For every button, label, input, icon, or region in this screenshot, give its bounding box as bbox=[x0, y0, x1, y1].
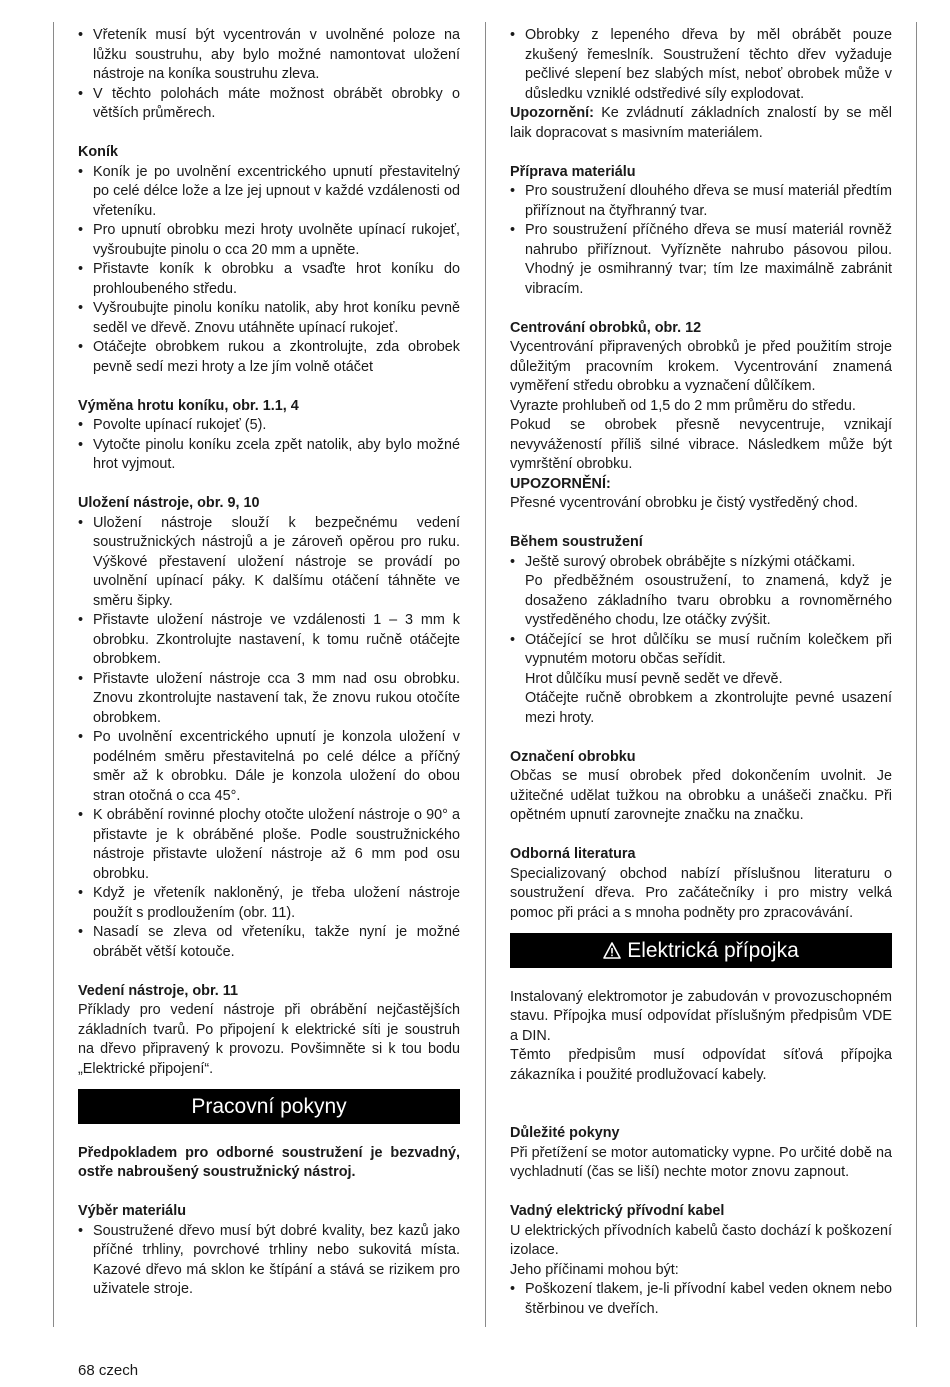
top-list bbox=[510, 26, 892, 104]
list-item bbox=[510, 631, 892, 729]
list-item: • Obrobky z lepeného dřeva by měl obrábět pouze zkušený řemeslník. Soustružení těchto dřev vyžaduje pečlivé slepení bez slabých míst, neboť obrobek může v důsledku vzniklé odstředivé síly explodovat. bbox=[510, 26, 892, 104]
list-item: • Vřeteník musí být vycentrován v uvolněné poloze na lůžku soustruhu, aby bylo možné namontovat uložení nástroje na koníka soustruhu zleva. bbox=[78, 26, 460, 85]
column-rule-left bbox=[53, 22, 54, 1327]
vedeni-paragraph: Příklady pro vedení nástroje při obrábění nejčastějších základních tvarů. Po připojení k elektrické síti je soustruh na dřevo připravený k provozu. Povšimněte si k tou bodu „Elektrické připojení“. bbox=[78, 1002, 460, 1077]
vadny-p1: U elektrických přívodních kabelů často dochází k poškození izolace. bbox=[510, 1222, 892, 1258]
odborna-paragraph: Specializovaný obchod nabízí příslušnou literaturu o soustružení dřeva. Pro začátečníky i pro mistry velká pomoc při práci a s mnoha podněty pro zpracovávání. bbox=[510, 865, 892, 921]
centrovani-p1: Vycentrování připravených obrobků je před použitím stroje důležitým pracovním krokem. Vycentrování znamená vyměření středu obrobku a vyznačení důlčíkem. bbox=[510, 339, 892, 394]
list-item: • Pro upnutí obrobku mezi hroty uvolněte upínací rukojeť, vyšroubujte pinolu o cca 20 mm a upněte. bbox=[78, 221, 460, 260]
upozorneni-text: Ke zvládnutí základních znalostí by se měl laik dopracovat s masivním materiálem. bbox=[510, 105, 892, 141]
list-item: • Když je vřeteník nakloněný, je třeba uložení nástroje použít s prodloužením (obr. 11). bbox=[78, 884, 460, 923]
right-column bbox=[510, 26, 892, 1319]
list-item: • Pro soustružení dlouhého dřeva se musí materiál předtím přiříznout na čtyřhranný tvar. bbox=[510, 182, 892, 221]
left-column bbox=[78, 26, 460, 1300]
column-rule-middle bbox=[485, 22, 486, 1327]
list-item: • Povolte upínací rukojeť (5). bbox=[78, 416, 460, 436]
elektricka-p1: Instalovaný elektromotor je zabudován v provozuschopném stavu. Přípojka musí odpovídat příslušným předpisům VDE a DIN. bbox=[510, 988, 892, 1044]
list-item: • K obrábění rovinné plochy otočte uložení nástroje o 90° a přistavte je k obráběné ploše. Podle soustružnického nástroje přistavte uložení nástroje až 6 mm pod osu obrobku. bbox=[78, 806, 460, 884]
section-heading-dulezite: Důležité pokyny bbox=[510, 1125, 620, 1141]
list-item: • Soustružené dřevo musí být dobré kvality, bez kazů jako příčné trhliny, povrchové trhliny nebo sukovitá místa. Kazové dřevo má sklon ke štípání a stává se rizikem pro uživatele stroje. bbox=[78, 1222, 460, 1300]
list-item: • Poškození tlakem, je-li přívodní kabel veden oknem nebo štěrbinou ve dveřích. bbox=[510, 1280, 892, 1319]
vadny-list bbox=[510, 1280, 892, 1319]
column-rule-right bbox=[916, 22, 917, 1327]
section-heading-oznaceni: Označení obrobku bbox=[510, 748, 636, 765]
list-item-text: Ještě surový obrobek obrábějte s nízkými otáčkami. bbox=[525, 553, 856, 570]
section-bar-pracovni-pokyny bbox=[78, 1089, 460, 1124]
section-heading-vedeni: Vedení nástroje, obr. 11 bbox=[78, 982, 238, 999]
vymena-list bbox=[78, 416, 460, 475]
konik-list bbox=[78, 163, 460, 378]
section-heading-priprava: Příprava materiálu bbox=[510, 163, 636, 180]
section-heading-odborna: Odborná literatura bbox=[510, 846, 636, 862]
priprava-list bbox=[510, 182, 892, 299]
dulezite-paragraph: Při přetížení se motor automaticky vypne. Po určité době na vychladnutí (čas se liší) nechte motor znovu zapnout. bbox=[510, 1144, 892, 1180]
list-item: • Koník je po uvolnění excentrického upnutí přestavitelný po celé délce lože a lze jej upnout v každé vzdálenosti od vřeteníku. bbox=[78, 163, 460, 222]
section-heading-vadny: Vadný elektrický přívodní kabel bbox=[510, 1203, 725, 1219]
section-heading-vyber: Výběr materiálu bbox=[78, 1203, 186, 1219]
page-footer: 68 czech bbox=[78, 1362, 139, 1379]
centrovani-p2: Vyrazte prohlubeň od 1,5 do 2 mm průměru do středu. bbox=[510, 397, 856, 414]
list-item: • Přistavte uložení nástroje cca 3 mm nad osu obrobku. Znovu zkontrolujte nastavení tak, že znovu rukou otočíte obrobkem. bbox=[78, 670, 460, 729]
centrovani-warning-text: Přesné vycentrování obrobku je čistý vystředěný chod. bbox=[510, 495, 858, 511]
list-item: • Přistavte uložení nástroje ve vzdálenosti 1 – 3 mm k obrobku. Zkontrolujte nastavení, k tomu ručně otáčejte obrobkem. bbox=[78, 611, 460, 670]
list-item: • Pro soustružení příčného dřeva se musí materiál rovněž nahrubo přiříznout. Vyřízněte nahrubo pásovou pilou. Vhodný je osmihranný tvar; tím lze maximálně zabránit vibracím. bbox=[510, 221, 892, 299]
list-item-continuation: Hrot důlčíku musí pevně sedět ve dřevě. bbox=[525, 670, 783, 687]
behem-list bbox=[510, 553, 892, 729]
list-item: • Přistavte koník k obrobku a vsaďte hrot koníku do prohloubeného středu. bbox=[78, 260, 460, 299]
elektricka-p2: Těmto předpisům musí odpovídat síťová přípojka zákazníka i použité prodlužovací kabely. bbox=[510, 1047, 892, 1083]
list-item: • Po uvolnění excentrického upnutí je konzola uložení v podélném směru přestavitelná po celé délce a příčný směr až k obrobku. Dále je konzola uložení do obou stran otočná o cca 45°. bbox=[78, 728, 460, 806]
section-bar-elektricka-pripojka bbox=[510, 933, 892, 968]
list-item-text: Otáčející se hrot důlčíku se musí ručním kolečkem při vypnutém motoru občas seřídit. bbox=[525, 631, 892, 667]
warning-triangle-icon bbox=[603, 933, 621, 968]
list-item: • Vyšroubujte pinolu koníku natolik, aby hrot koníku pevně seděl ve dřevě. Znovu utáhněte upínací rukojeť. bbox=[78, 299, 460, 338]
oznaceni-paragraph: Občas se musí obrobek před dokončením uvolnit. Je užitečné udělat tužkou na obrobku a unášeči značku. Při opětném upnutí zarovnejte značku na značku. bbox=[510, 768, 892, 823]
section-heading-behem: Během soustružení bbox=[510, 534, 643, 550]
list-item: • Nasadí se zleva od vřeteníku, takže nyní je možné obrábět větší kotouče. bbox=[78, 923, 460, 962]
centrovani-warning-label: UPOZORNĚNÍ: bbox=[510, 475, 611, 492]
section-heading-konik: Koník bbox=[78, 144, 118, 160]
list-item-continuation: Otáčejte ručně obrobkem a zkontrolujte pevné usazení mezi hroty. bbox=[525, 690, 892, 726]
list-item: • Otáčejte obrobkem rukou a zkontrolujte, zda obrobek pevně sedí mezi hroty a lze jím volně otáčet bbox=[78, 338, 460, 377]
list-item-continuation: Po předběžném osoustružení, to znamená, když je dosaženo základního tvaru obrobku a rovnoměrného vystředěného chodu, lze otáčky zvýšit. bbox=[525, 573, 892, 628]
section-heading-centrovani: Centrování obrobků, obr. 12 bbox=[510, 319, 702, 336]
bar-title: Elektrická přípojka bbox=[627, 939, 799, 962]
list-item: • Uložení nástroje slouží k bezpečnému vedení soustružnických nástrojů a je zároveň opěrou pro ruku. Výškové přestavení uložení nástroje se provádí po uvolnění upínací páky. K dalšímu otáčení táhněte ve směru šipky. bbox=[78, 514, 460, 612]
section-heading-vymena: Výměna hrotu koníku, obr. 1.1, 4 bbox=[78, 397, 299, 414]
upozorneni-paragraph bbox=[510, 104, 892, 143]
ulozeni-list bbox=[78, 514, 460, 963]
predpoklad-paragraph: Předpokladem pro odborné soustružení je bezvadný, ostře nabroušený soustružnický nástroj. bbox=[78, 1144, 460, 1180]
vyber-list bbox=[78, 1222, 460, 1300]
list-item: • V těchto polohách máte možnost obrábět obrobky o větších průměrech. bbox=[78, 85, 460, 124]
list-item: • Vytočte pinolu koníku zcela zpět natolik, aby bylo možné hrot vyjmout. bbox=[78, 436, 460, 475]
section-heading-ulozeni: Uložení nástroje, obr. 9, 10 bbox=[78, 495, 260, 511]
intro-list bbox=[78, 26, 460, 124]
vadny-p2: Jeho příčinami mohou být: bbox=[510, 1261, 679, 1278]
list-item bbox=[510, 553, 892, 631]
upozorneni-label: Upozornění: bbox=[510, 105, 594, 121]
bar-title: Pracovní pokyny bbox=[191, 1095, 347, 1118]
centrovani-p3: Pokud se obrobek přesně nevycentruje, vznikají nevyvážeností příliš silné vibrace. Následkem může být vymrštění obrobku. bbox=[510, 417, 892, 472]
